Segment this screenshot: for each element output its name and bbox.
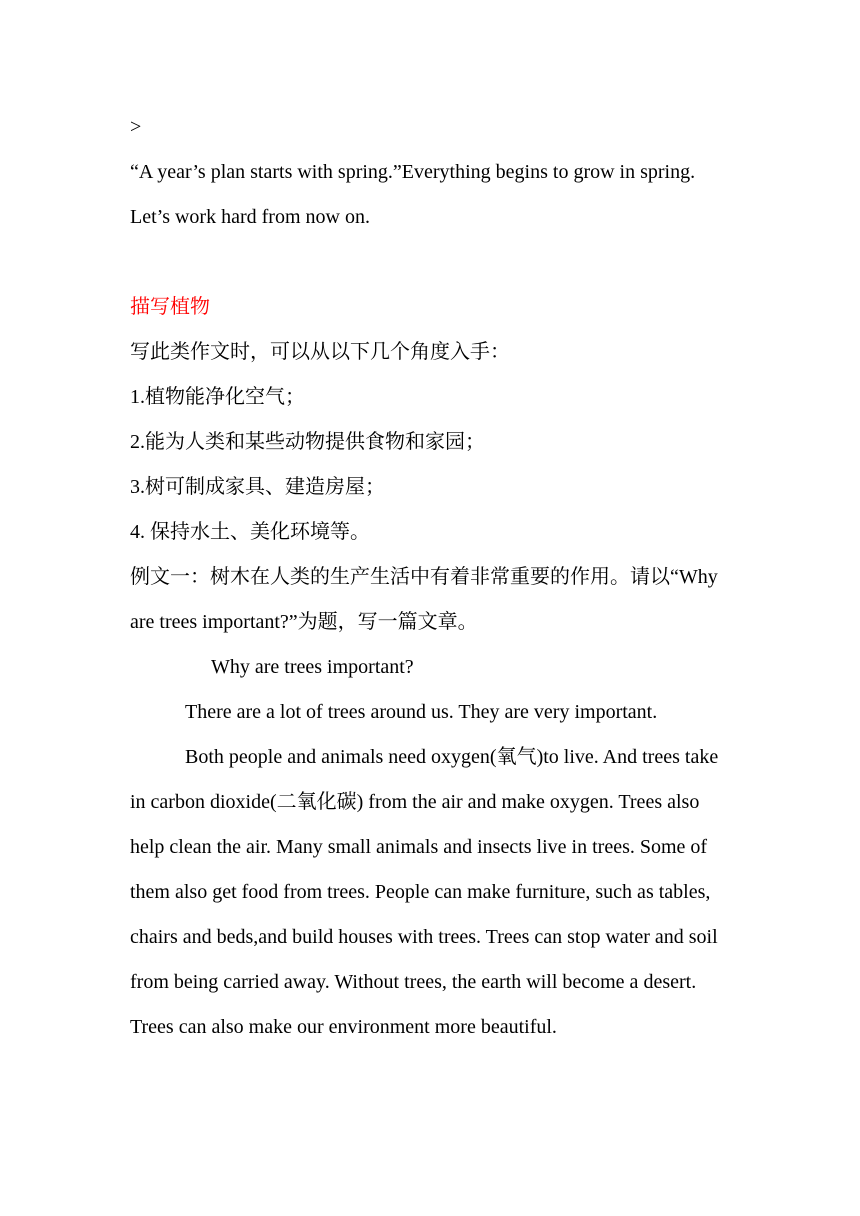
- example-prompt-line-2: are trees important?”为题，写一篇文章。: [130, 611, 478, 633]
- essay-paragraph-2-line-2: in carbon dioxide(二氧化碳) from the air and make oxygen. Trees also: [130, 791, 700, 813]
- essay-title: Why are trees important?: [211, 656, 414, 678]
- example-prompt-line-1: 例文一：树木在人类的生产生活中有着非常重要的作用。请以“Why: [130, 566, 718, 588]
- marker-line: >: [130, 116, 142, 138]
- tip-item-1: 1.植物能净化空气；: [130, 386, 305, 408]
- essay-paragraph-2-line-3: help clean the air. Many small animals and insects live in trees. Some of: [130, 836, 708, 858]
- essay-paragraph-2-line-7: Trees can also make our environment more beautiful.: [130, 1016, 557, 1038]
- intro-line: 写此类作文时，可以从以下几个角度入手：: [130, 341, 510, 363]
- tip-item-2: 2.能为人类和某些动物提供食物和家园；: [130, 431, 485, 453]
- tip-item-4: 4. 保持水土、美化环境等。: [130, 521, 370, 543]
- closing-line: Let’s work hard from now on.: [130, 206, 370, 228]
- essay-paragraph-2-line-1: Both people and animals need oxygen(氧气)to live. And trees take: [185, 746, 719, 768]
- essay-paragraph-2-line-4: them also get food from trees. People can make furniture, such as tables,: [130, 881, 711, 903]
- essay-paragraph-2-line-5: chairs and beds,and build houses with trees. Trees can stop water and soil: [130, 926, 718, 948]
- tip-item-3: 3.树可制成家具、建造房屋；: [130, 476, 385, 498]
- proverb-line: “A year’s plan starts with spring.”Everything begins to grow in spring.: [130, 161, 696, 183]
- essay-paragraph-1: There are a lot of trees around us. They are very important.: [185, 701, 658, 723]
- essay-paragraph-2-line-6: from being carried away. Without trees, the earth will become a desert.: [130, 971, 697, 993]
- section-heading: 描写植物: [130, 296, 210, 318]
